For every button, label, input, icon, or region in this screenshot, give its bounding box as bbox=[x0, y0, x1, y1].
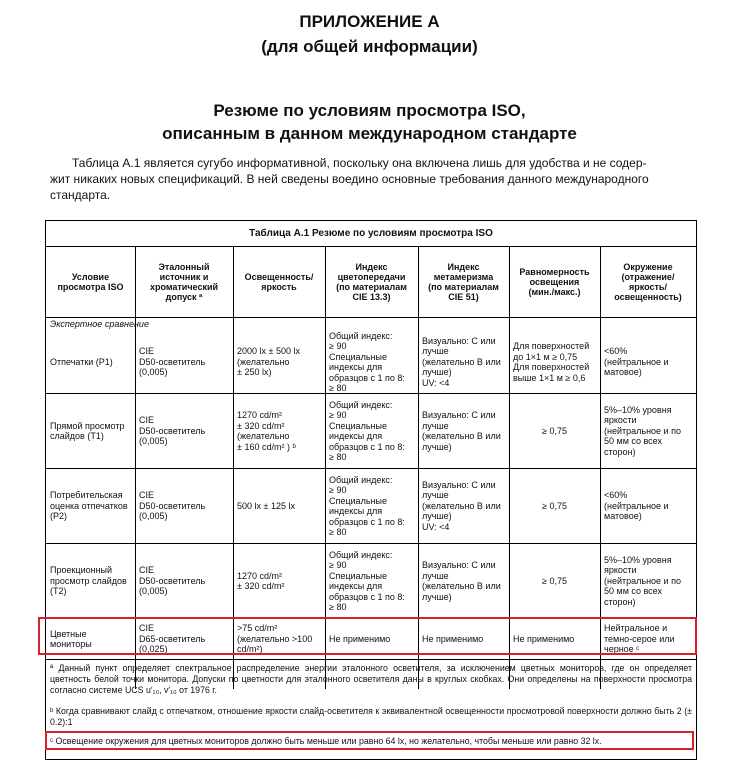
table-cell-text: Для поверхностей до 1×1 м ≥ 0,75 Для поверхностей выше 1×1 м ≥ 0,6 bbox=[513, 341, 590, 383]
table-cell-text: ≥ 0,75 bbox=[542, 425, 567, 436]
table-cell-text: CIE D50-осветитель (0,005) bbox=[139, 346, 206, 378]
table-cell-text: Цветные мониторы bbox=[50, 628, 92, 649]
table-cell-text: Не применимо bbox=[422, 633, 484, 644]
table-cell-text: Общий индекс: ≥ 90 Специальные индексы для образцов с 1 по 8: ≥ 80 bbox=[329, 399, 405, 462]
table-cell bbox=[135, 394, 233, 468]
table-cell bbox=[233, 619, 325, 659]
table-cell bbox=[600, 469, 696, 543]
table-cell bbox=[418, 544, 509, 618]
table-cell-text: 2000 lx ± 500 lx (желательно ± 250 lx) bbox=[237, 346, 300, 378]
table-cell-text: >75 cd/m² (желательно >100 cd/m²) bbox=[237, 623, 313, 655]
column-header-label: Окружение (отражение/ яркость/ освещенность) bbox=[614, 261, 682, 302]
column-header-label: Индекс метамеризма (по материалам CIE 51) bbox=[428, 261, 499, 302]
column-header bbox=[233, 246, 325, 318]
column-header bbox=[135, 246, 233, 318]
table-cell-text: Визуально: С или лучше (желательно В или лучше) bbox=[422, 560, 501, 602]
table-cell-text: 1270 cd/m² ± 320 cd/m² bbox=[237, 570, 285, 591]
column-header bbox=[325, 246, 418, 318]
category-label: Экспертное сравнение bbox=[50, 319, 149, 329]
column-header-label: Эталонный источник и хроматический допуск ª bbox=[149, 261, 219, 302]
table-cell bbox=[46, 619, 135, 659]
table-cell-text: Нейтральное и темно-серое или черное ᶜ bbox=[604, 623, 675, 655]
table-body-bottom-line bbox=[46, 659, 696, 660]
intro-line-2: жит никаких новых спецификаций. В ней сведены воедино основные требования данного международного bbox=[50, 172, 649, 186]
table-cell-text: 5%–10% уровня яркости (нейтральное и по 50 мм со всех сторон) bbox=[604, 554, 681, 607]
table-cell-text: 5%–10% уровня яркости (нейтральное и по 50 мм со всех сторон) bbox=[604, 404, 681, 457]
table-cell-text: Визуально: С или лучше (желательно В или лучше) UV: <4 bbox=[422, 335, 501, 388]
table-cell bbox=[325, 544, 418, 618]
table-cell bbox=[233, 331, 325, 393]
table-cell bbox=[600, 619, 696, 659]
column-header-label: Условие просмотра ISO bbox=[57, 271, 124, 292]
table-cell bbox=[135, 544, 233, 618]
table-cell bbox=[325, 469, 418, 543]
intro-paragraph bbox=[50, 155, 696, 203]
summary-table bbox=[45, 220, 697, 760]
table-cell bbox=[46, 394, 135, 468]
table-cell bbox=[418, 394, 509, 468]
column-header-label: Равномерность освещения (мин./макс.) bbox=[519, 266, 590, 297]
table-cell-text: Общий индекс: ≥ 90 Специальные индексы для образцов с 1 по 8: ≥ 80 bbox=[329, 330, 405, 393]
table-caption: Таблица А.1 Резюме по условиям просмотра ISO bbox=[46, 221, 696, 247]
table-cell bbox=[600, 331, 696, 393]
table-cell bbox=[325, 394, 418, 468]
table-cell bbox=[135, 469, 233, 543]
table-cell-text: Не применимо bbox=[513, 633, 575, 644]
table-cell bbox=[233, 469, 325, 543]
table-cell bbox=[135, 331, 233, 393]
column-header bbox=[46, 246, 135, 318]
table-cell-text: 500 lx ± 125 lx bbox=[237, 500, 295, 511]
table-cell-text: Проекционный просмотр слайдов (T2) bbox=[50, 565, 127, 597]
table-cell-text: <60% (нейтральное и матовое) bbox=[604, 346, 669, 378]
table-cell-text: Не применимо bbox=[329, 633, 391, 644]
table-cell bbox=[509, 469, 600, 543]
table-cell-text: Визуально: С или лучше (желательно В или лучше) UV: <4 bbox=[422, 479, 501, 532]
table-cell-text: Потребительская оценка отпечатков (P2) bbox=[50, 490, 128, 522]
annex-title: ПРИЛОЖЕНИЕ А bbox=[299, 12, 440, 31]
column-header bbox=[600, 246, 696, 318]
table-cell bbox=[600, 394, 696, 468]
table-cell bbox=[233, 544, 325, 618]
footnote-b: ᵇ Когда сравнивают слайд с отпечатком, отношение яркости слайд-осветителя к эквивалентной освещенности просмотровой поверхности должно быть 2 (± 0.2):1 bbox=[50, 706, 692, 727]
table-cell bbox=[46, 331, 135, 393]
annex-subtitle: (для общей информации) bbox=[261, 37, 478, 56]
table-cell bbox=[509, 544, 600, 618]
section-title-line2: описанным в данном международном стандарте bbox=[162, 124, 577, 143]
table-cell-text: ≥ 0,75 bbox=[542, 575, 567, 586]
table-cell bbox=[509, 619, 600, 659]
column-header bbox=[509, 246, 600, 318]
table-cell-text: <60% (нейтральное и матовое) bbox=[604, 490, 669, 522]
footnote-c: ᶜ Освещение окружения для цветных мониторов должно быть меньше или равно 64 lx, но желательно, чтобы меньше или равно 32 lx. bbox=[50, 736, 602, 746]
intro-line-1: Таблица А.1 является сугубо информативной, поскольку она включена лишь для удобства и не содер- bbox=[72, 156, 647, 170]
table-cell-text: CIE D50-осветитель (0,005) bbox=[139, 565, 206, 597]
column-header-label: Индекс цветопередачи (по материалам CIE 13.3) bbox=[336, 261, 407, 302]
table-cell bbox=[233, 394, 325, 468]
table-cell-text: Общий индекс: ≥ 90 Специальные индексы для образцов с 1 по 8: ≥ 80 bbox=[329, 474, 405, 537]
table-cell-text: CIE D50-осветитель (0,005) bbox=[139, 490, 206, 522]
intro-line-3: стандарта. bbox=[50, 188, 111, 202]
table-cell-text: ≥ 0,75 bbox=[542, 500, 567, 511]
table-cell bbox=[418, 619, 509, 659]
footnote-a: ª Данный пункт определяет спектральное распределение энергии эталонного осветителя, за исключением цветных мониторов, где он определяет цветность белой точки монитора. Допуски по цветности для эталонного осветителя даны в круглых скобках. Они определены на поверхности просмотра согласно системе UCS u′₁₀, v′₁₀ от 1976 г. bbox=[50, 663, 692, 695]
table-cell-text: Общий индекс: ≥ 90 Специальные индексы для образцов с 1 по 8: ≥ 80 bbox=[329, 549, 405, 612]
table-cell bbox=[600, 544, 696, 618]
table-cell-text: Прямой просмотр слайдов (T1) bbox=[50, 420, 125, 441]
table-cell bbox=[418, 469, 509, 543]
column-header-label: Освещенность/ яркость bbox=[244, 271, 314, 292]
table-cell bbox=[325, 331, 418, 393]
table-cell bbox=[509, 331, 600, 393]
table-cell bbox=[46, 469, 135, 543]
table-cell bbox=[46, 544, 135, 618]
table-cell-text: CIE D65-осветитель (0,025) bbox=[139, 623, 206, 655]
table-cell-text: 1270 cd/m² ± 320 cd/m² (желательно ± 160 cd/m² ) ᵇ bbox=[237, 410, 296, 452]
table-cell bbox=[418, 331, 509, 393]
column-header bbox=[418, 246, 509, 318]
table-cell-text: CIE D50-осветитель (0,005) bbox=[139, 415, 206, 447]
table-cell-text: Отпечатки (P1) bbox=[50, 356, 113, 367]
table-cell-text: Визуально: С или лучше (желательно В или лучше) bbox=[422, 410, 501, 452]
table-cell bbox=[325, 619, 418, 659]
table-cell bbox=[509, 394, 600, 468]
table-cell bbox=[135, 619, 233, 659]
section-title-line1: Резюме по условиям просмотра ISO, bbox=[213, 101, 526, 120]
